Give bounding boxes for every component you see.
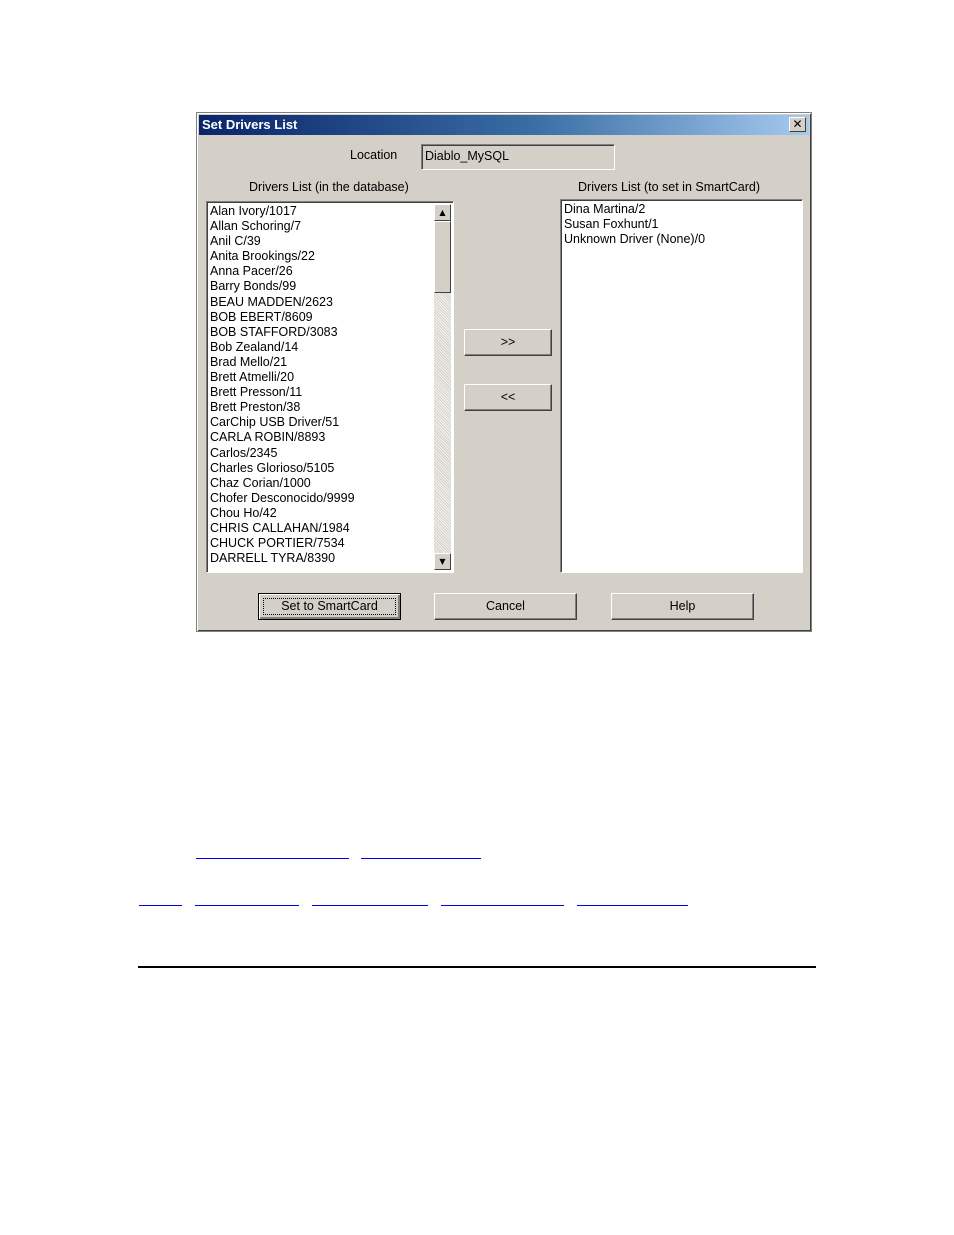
list-item[interactable]: Allan Schoring/7 [210, 219, 302, 234]
list-item[interactable]: Chaz Corian/1000 [210, 475, 311, 490]
dialog-title: Set Drivers List [202, 117, 298, 132]
list-item[interactable]: Dina Martina/2 [564, 202, 646, 216]
list-item[interactable]: Susan Foxhunt/1 [564, 217, 659, 232]
list-item[interactable]: Anna Pacer/26 [210, 264, 293, 279]
location-field: Diablo_MySQL [421, 144, 615, 170]
underline-link-3[interactable] [139, 905, 182, 906]
arrow-down-icon[interactable]: ▼ [434, 553, 451, 570]
list-item[interactable]: Chofer Desconocido/9999 [210, 490, 355, 505]
list-item[interactable]: Bob Zealand/14 [210, 339, 299, 354]
list-item[interactable]: Anita Brookings/22 [210, 249, 315, 264]
list-item[interactable]: Brett Preston/38 [210, 400, 301, 415]
list-item[interactable]: CHUCK PORTIER/7534 [210, 536, 345, 551]
list-item[interactable]: BOB STAFFORD/3083 [210, 324, 338, 339]
list-item[interactable]: Alan Ivory/1017 [210, 204, 297, 218]
list-item[interactable]: Brett Presson/11 [210, 385, 303, 400]
underline-link-4[interactable] [195, 905, 299, 906]
cancel-button[interactable]: Cancel [434, 593, 577, 620]
smartcard-drivers-listbox[interactable] [560, 199, 803, 573]
left-list-label: Drivers List (in the database) [249, 180, 409, 194]
list-item[interactable]: CHRIS CALLAHAN/1984 [210, 520, 350, 535]
set-to-smartcard-button[interactable] [258, 593, 401, 620]
close-icon[interactable]: ✕ [789, 117, 806, 132]
list-item[interactable]: Brett Atmelli/20 [210, 370, 295, 385]
list-item[interactable]: Barry Bonds/99 [210, 279, 297, 294]
smartcard-drivers-items [564, 202, 705, 247]
underline-link-6[interactable] [441, 905, 564, 906]
arrow-up-icon[interactable]: ▲ [434, 204, 451, 221]
list-item[interactable]: Brad Mello/21 [210, 354, 288, 369]
underline-link-7[interactable] [577, 905, 688, 906]
add-driver-button[interactable]: >> [464, 329, 552, 356]
list-item[interactable]: Chou Ho/42 [210, 505, 277, 520]
location-label: Location [350, 148, 398, 162]
list-item[interactable]: Carlos/2345 [210, 445, 278, 460]
horizontal-rule [138, 966, 816, 968]
dialog-titlebar[interactable] [199, 115, 809, 135]
focus-rectangle [263, 598, 396, 615]
list-item[interactable]: Anil C/39 [210, 234, 261, 249]
set-to-smartcard-label: Set to SmartCard [281, 599, 378, 613]
set-drivers-list-dialog [196, 112, 812, 632]
database-drivers-items [210, 204, 355, 566]
list-item[interactable]: CarChip USB Driver/51 [210, 415, 340, 430]
right-list-label: Drivers List (to set in SmartCard) [578, 180, 760, 194]
underline-link-1[interactable] [196, 858, 349, 859]
underline-link-5[interactable] [312, 905, 428, 906]
list-item[interactable]: DARRELL TYRA/8390 [210, 551, 336, 566]
list-item[interactable]: CARLA ROBIN/8893 [210, 430, 326, 445]
scrollbar-thumb[interactable] [434, 221, 451, 293]
underline-link-2[interactable] [361, 858, 481, 859]
list-item[interactable]: BOB EBERT/8609 [210, 309, 313, 324]
help-button[interactable]: Help [611, 593, 754, 620]
remove-driver-button[interactable]: << [464, 384, 552, 411]
list-item[interactable]: BEAU MADDEN/2623 [210, 294, 333, 309]
list-item[interactable]: Charles Glorioso/5105 [210, 460, 335, 475]
listbox-scrollbar[interactable] [434, 204, 451, 570]
list-item[interactable]: Unknown Driver (None)/0 [564, 232, 706, 247]
database-drivers-listbox[interactable] [206, 201, 454, 573]
